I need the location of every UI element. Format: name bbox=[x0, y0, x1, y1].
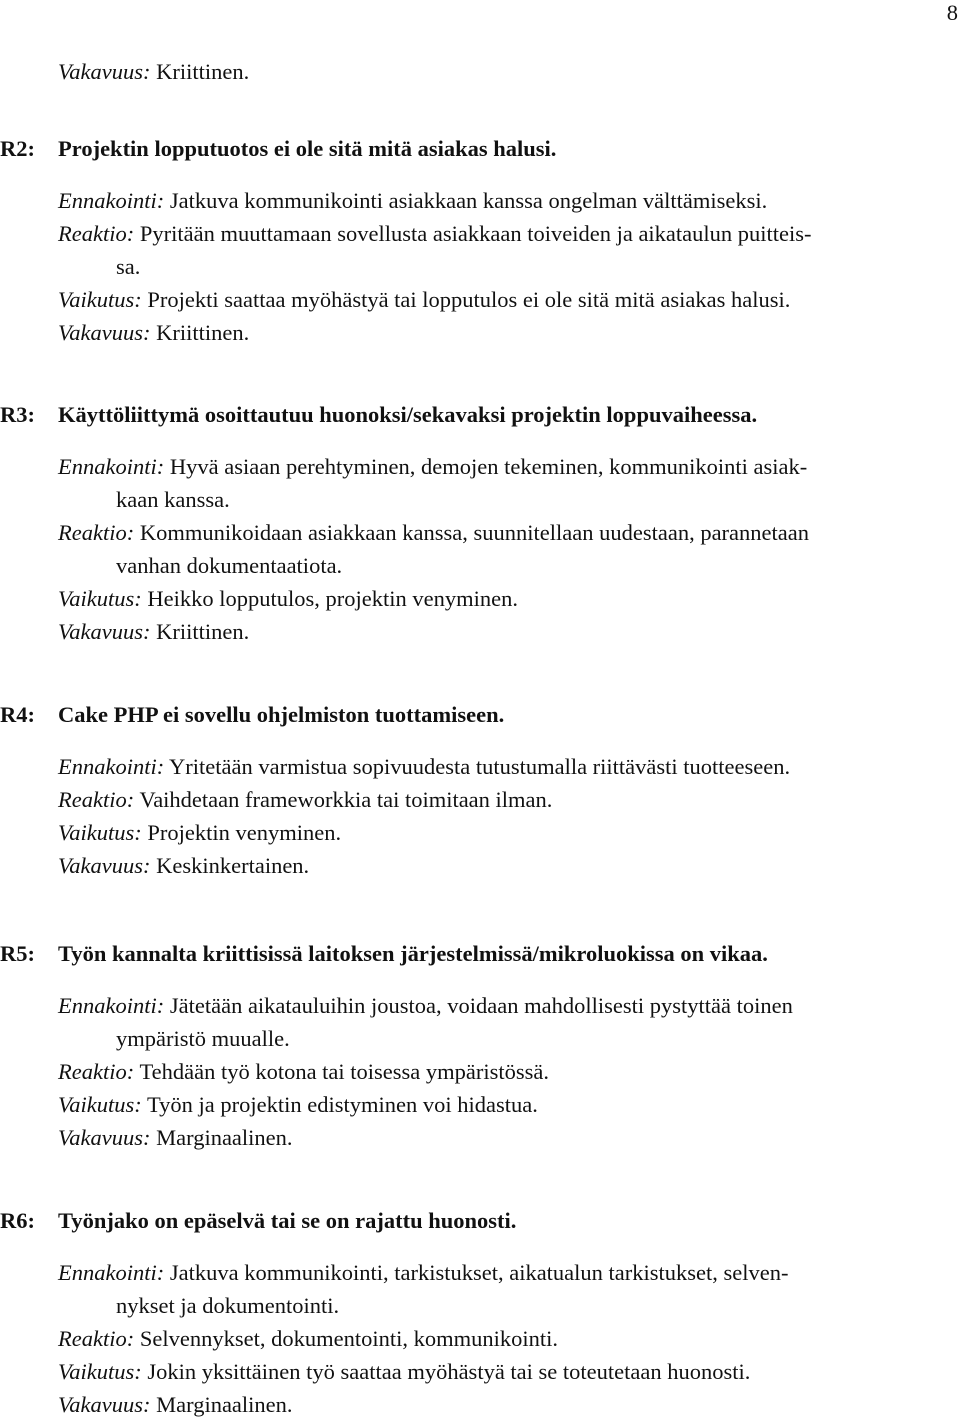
field-text-line: Marginaalinen. bbox=[156, 1392, 293, 1417]
risk-field bbox=[58, 750, 960, 783]
risk-id: R6: bbox=[0, 1208, 35, 1233]
field-label: Reaktio: bbox=[58, 520, 135, 545]
risk-fields bbox=[0, 989, 960, 1154]
field-label: Vaikutus: bbox=[58, 820, 142, 845]
field-text-line: Työn ja projektin edistyminen voi hidastua. bbox=[146, 1092, 538, 1117]
field-text-line: Yritetään varmistua sopivuudesta tutustumalla riittävästi tuotteeseen. bbox=[169, 754, 791, 779]
risk-title: Työnjako on epäselvä tai se on rajattu huonosti. bbox=[58, 1208, 517, 1233]
field-text-line: Tehdään työ kotona tai toisessa ympäristössä. bbox=[139, 1059, 550, 1084]
field-text-line: vanhan dokumentaatiota. bbox=[116, 553, 343, 578]
field-label: Reaktio: bbox=[58, 221, 135, 246]
risk-field bbox=[58, 184, 960, 217]
field-label: Vaikutus: bbox=[58, 1092, 142, 1117]
risk-section bbox=[0, 698, 960, 882]
risk-field bbox=[58, 217, 960, 283]
risk-heading bbox=[0, 937, 960, 970]
risk-id: R4: bbox=[0, 702, 35, 727]
field-label: Ennakointi: bbox=[58, 454, 165, 479]
field-label: Vakavuus: bbox=[58, 320, 151, 345]
field-text-line: sa. bbox=[116, 254, 141, 279]
risk-fields bbox=[0, 184, 960, 349]
field-text-line: Selvennykset, dokumentointi, kommunikointi. bbox=[139, 1326, 558, 1351]
risk-section bbox=[0, 937, 960, 1154]
risk-field bbox=[58, 816, 960, 849]
field-text-line: Kriittinen. bbox=[156, 320, 250, 345]
risk-field bbox=[58, 582, 960, 615]
risk-field bbox=[58, 989, 960, 1055]
field-label: Ennakointi: bbox=[58, 1260, 165, 1285]
risk-heading bbox=[0, 1204, 960, 1237]
risk-fields bbox=[0, 450, 960, 648]
field-text-line: Jätetään aikatauluihin joustoa, voidaan mahdollisesti pystyttää toinen bbox=[169, 993, 793, 1018]
field-label: Vaikutus: bbox=[58, 287, 142, 312]
risk-id: R2: bbox=[0, 136, 35, 161]
severity-field bbox=[58, 55, 249, 88]
risk-title: Projektin lopputuotos ei ole sitä mitä asiakas halusi. bbox=[58, 136, 557, 161]
field-label: Vakavuus: bbox=[58, 59, 151, 84]
page-number: 8 bbox=[946, 0, 958, 25]
risk-heading bbox=[0, 698, 960, 731]
field-text-line: Heikko lopputulos, projektin venyminen. bbox=[147, 586, 518, 611]
field-text-line: Kommunikoidaan asiakkaan kanssa, suunnitellaan uudestaan, parannetaan bbox=[139, 520, 809, 545]
risk-field bbox=[58, 283, 960, 316]
field-text-line: nykset ja dokumentointi. bbox=[116, 1293, 340, 1318]
risk-section bbox=[0, 398, 960, 648]
field-label: Vakavuus: bbox=[58, 1392, 151, 1417]
field-label: Reaktio: bbox=[58, 787, 135, 812]
field-label: Ennakointi: bbox=[58, 188, 165, 213]
risk-id: R3: bbox=[0, 402, 35, 427]
risk-fields bbox=[0, 1256, 960, 1421]
field-label: Vaikutus: bbox=[58, 586, 142, 611]
risk-field bbox=[58, 1121, 960, 1154]
risk-field bbox=[58, 1388, 960, 1421]
field-label: Vakavuus: bbox=[58, 619, 151, 644]
risk-field bbox=[58, 783, 960, 816]
field-text-line: Pyritään muuttamaan sovellusta asiakkaan toiveiden ja aikataulun puitteis- bbox=[139, 221, 812, 246]
field-label: Reaktio: bbox=[58, 1059, 135, 1084]
risk-section bbox=[0, 132, 960, 349]
field-text-line: Vaihdetaan frameworkkia tai toimitaan ilman. bbox=[139, 787, 553, 812]
field-text-line: Hyvä asiaan perehtyminen, demojen tekeminen, kommunikointi asiak- bbox=[169, 454, 808, 479]
risk-section bbox=[0, 1204, 960, 1421]
risk-field bbox=[58, 849, 960, 882]
field-text-line: Kriittinen. bbox=[156, 619, 250, 644]
risk-field bbox=[58, 1256, 960, 1322]
field-label: Vakavuus: bbox=[58, 853, 151, 878]
field-text-line: Jatkuva kommunikointi, tarkistukset, aikatualun tarkistukset, selven- bbox=[169, 1260, 789, 1285]
field-label: Ennakointi: bbox=[58, 993, 165, 1018]
field-label: Vakavuus: bbox=[58, 1125, 151, 1150]
field-text-line: Jatkuva kommunikointi asiakkaan kanssa ongelman välttämiseksi. bbox=[169, 188, 768, 213]
field-text-line: Jokin yksittäinen työ saattaa myöhästyä tai se toteutetaan huonosti. bbox=[147, 1359, 751, 1384]
risk-field bbox=[58, 1055, 960, 1088]
risk-field bbox=[58, 1088, 960, 1121]
risk-field bbox=[58, 516, 960, 582]
field-text: Kriittinen. bbox=[156, 59, 250, 84]
field-label: Vaikutus: bbox=[58, 1359, 142, 1384]
field-text-line: kaan kanssa. bbox=[116, 487, 230, 512]
risk-title: Työn kannalta kriittisissä laitoksen järjestelmissä/mikroluokissa on vikaa. bbox=[58, 941, 768, 966]
risk-title: Käyttöliittymä osoittautuu huonoksi/sekavaksi projektin loppuvaiheessa. bbox=[58, 402, 758, 427]
risk-field bbox=[58, 316, 960, 349]
risk-id: R5: bbox=[0, 941, 35, 966]
field-text-line: Projektin venyminen. bbox=[147, 820, 342, 845]
risk-heading bbox=[0, 398, 960, 431]
risk-field bbox=[58, 1355, 960, 1388]
risk-field bbox=[58, 450, 960, 516]
field-text-line: ympäristö muualle. bbox=[116, 1026, 290, 1051]
field-text-line: Marginaalinen. bbox=[156, 1125, 293, 1150]
field-label: Reaktio: bbox=[58, 1326, 135, 1351]
risk-title: Cake PHP ei sovellu ohjelmiston tuottamiseen. bbox=[58, 702, 505, 727]
risk-field bbox=[58, 1322, 960, 1355]
field-text-line: Keskinkertainen. bbox=[156, 853, 310, 878]
risk-fields bbox=[0, 750, 960, 882]
field-label: Ennakointi: bbox=[58, 754, 165, 779]
risk-heading bbox=[0, 132, 960, 165]
risk-field bbox=[58, 615, 960, 648]
field-text-line: Projekti saattaa myöhästyä tai lopputulos ei ole sitä mitä asiakas halusi. bbox=[147, 287, 791, 312]
